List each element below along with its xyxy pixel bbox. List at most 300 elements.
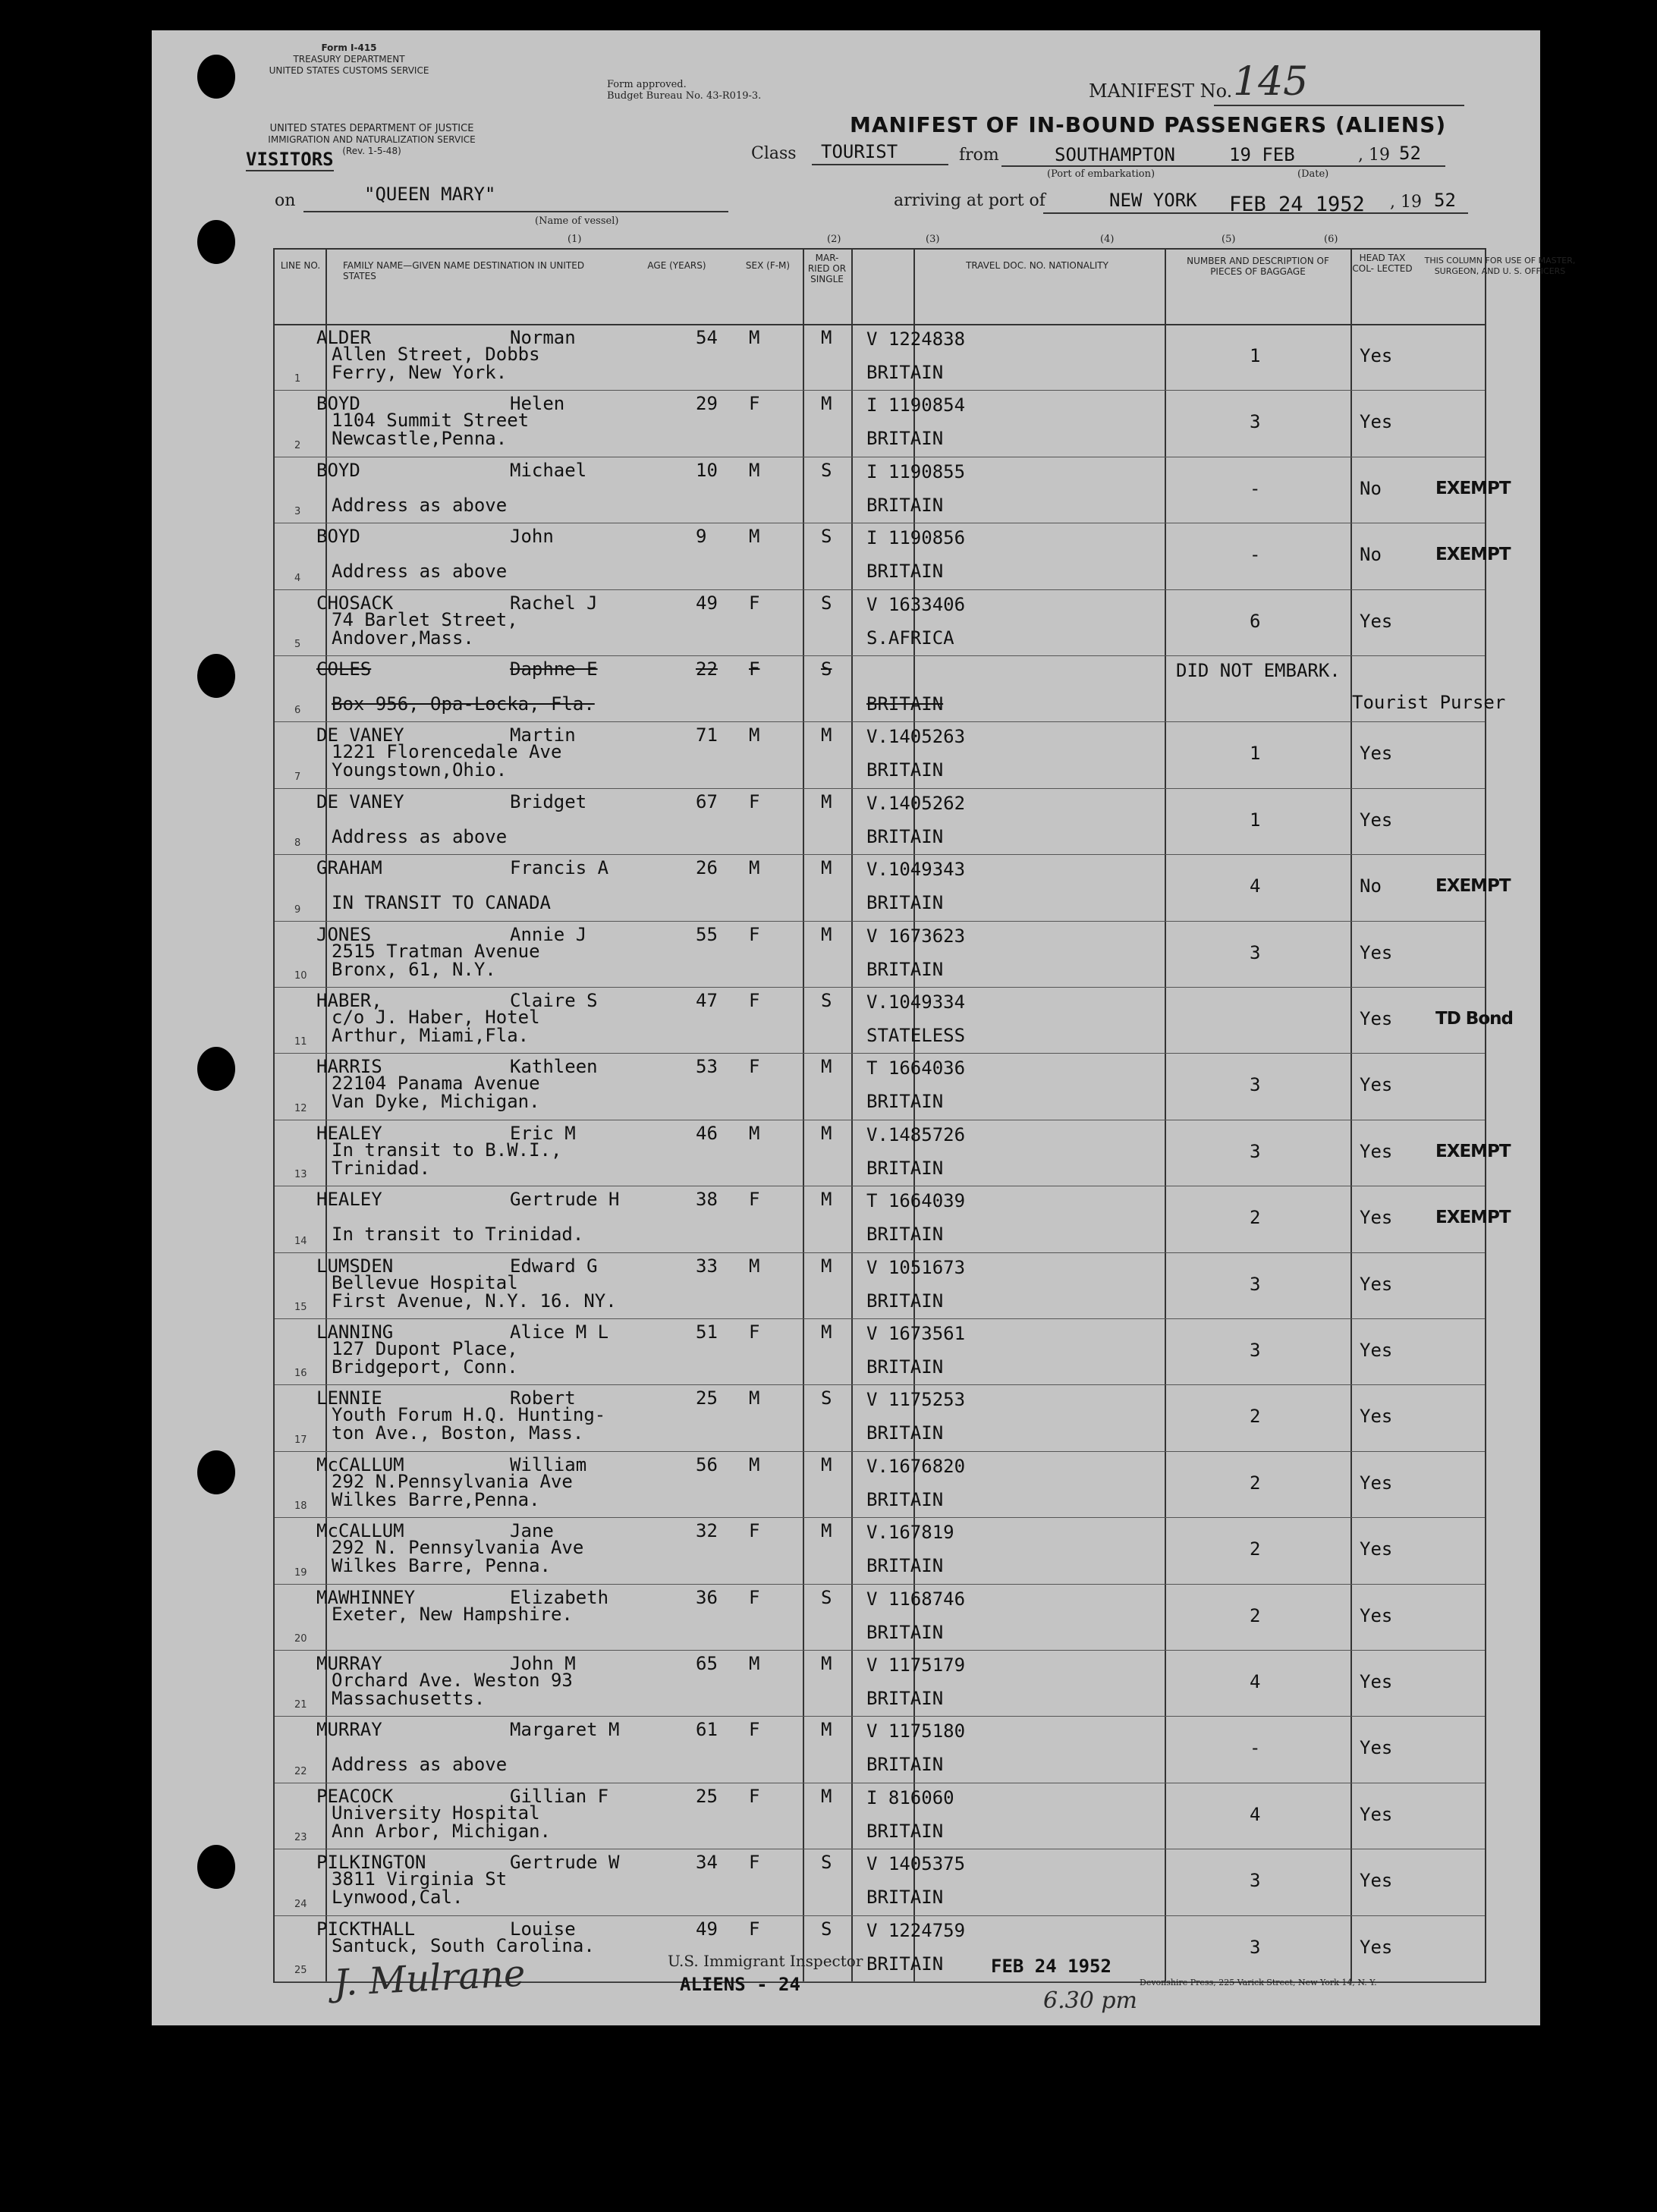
baggage-count: 3 <box>1250 941 1261 963</box>
travel-doc-number: V 1051673 <box>866 1256 966 1278</box>
head-tax: Yes <box>1360 1803 1393 1825</box>
passenger-nationality: BRITAIN <box>866 1887 944 1909</box>
passenger-address-line-1: 292 N. Pennsylvania Ave <box>332 1537 584 1559</box>
passenger-nationality: BRITAIN <box>866 1555 944 1577</box>
baggage-count: 3 <box>1250 1870 1261 1892</box>
row-line-number: 18 <box>294 1500 307 1513</box>
col-header-married: MAR- RIED OR SINGLE <box>807 253 847 284</box>
passenger-family-name: BOYD <box>316 459 360 481</box>
passenger-age: 36 <box>696 1586 718 1608</box>
row-line-number: 8 <box>294 837 301 850</box>
row-line-number: 23 <box>294 1832 307 1844</box>
passenger-family-name: HARRIS <box>316 1056 382 1078</box>
passenger-sex: M <box>749 327 760 348</box>
passenger-family-name: COLES <box>316 658 372 680</box>
arrival-year: 52 <box>1434 190 1456 211</box>
passenger-address-line-1: Allen Street, Dobbs <box>332 344 540 365</box>
baggage-count: 2 <box>1250 1604 1261 1626</box>
passenger-sex: M <box>749 1653 760 1674</box>
table-row <box>275 788 1485 855</box>
head-tax: Yes <box>1360 809 1393 831</box>
passenger-address-line-1: 2515 Tratman Avenue <box>332 940 540 962</box>
table-row <box>275 1584 1485 1651</box>
passenger-age: 29 <box>696 393 718 415</box>
row-line-number: 11 <box>294 1036 307 1048</box>
passenger-nationality: BRITAIN <box>866 1091 944 1113</box>
passenger-nationality: STATELESS <box>866 1025 966 1046</box>
col-num-3: (3) <box>926 234 940 245</box>
passenger-address-line-1: Youth Forum H.Q. Hunting- <box>332 1404 606 1426</box>
passenger-family-name: ALDER <box>316 327 372 348</box>
passenger-marital-status: M <box>821 857 832 879</box>
col-header-sex: SEX (F-M) <box>745 260 791 271</box>
table-row <box>275 1849 1485 1915</box>
manifest-number: 145 <box>1233 59 1309 105</box>
passenger-family-name: LANNING <box>316 1321 394 1343</box>
class-value: TOURIST <box>821 141 898 162</box>
remark-purser: Tourist Purser <box>1352 692 1506 713</box>
passenger-given-name: Gillian F <box>510 1785 609 1807</box>
passenger-address-line-2: Wilkes Barre, Penna. <box>332 1555 551 1577</box>
passenger-sex: F <box>749 658 760 680</box>
passenger-address-line-1: Orchard Ave. Weston 93 <box>332 1670 573 1691</box>
head-tax: Yes <box>1360 743 1393 765</box>
passenger-family-name: DE VANEY <box>316 790 404 812</box>
passenger-marital-status: M <box>821 790 832 812</box>
passenger-given-name: Louise <box>510 1918 576 1940</box>
baggage-count: 2 <box>1250 1472 1261 1494</box>
passenger-sex: F <box>749 1321 760 1343</box>
passenger-given-name: Gertrude W <box>510 1852 620 1874</box>
passenger-marital-status: M <box>821 1785 832 1807</box>
col-num-2: (2) <box>827 234 841 245</box>
passenger-address-line-2: Bronx, 61, N.Y. <box>332 958 496 980</box>
embark-year: 52 <box>1399 143 1421 164</box>
justice-dept: UNITED STATES DEPARTMENT OF JUSTICE <box>269 123 474 134</box>
officer-note: EXEMPT <box>1435 545 1511 565</box>
passenger-address-line-1: 1104 Summit Street <box>332 410 530 432</box>
passenger-sex: F <box>749 990 760 1011</box>
head-tax: No <box>1360 875 1382 897</box>
inspector-label: U.S. Immigrant Inspector <box>668 1952 863 1970</box>
passenger-address-line-2: Ferry, New York. <box>332 362 508 383</box>
passenger-nationality: BRITAIN <box>866 1621 944 1643</box>
passenger-family-name: PICKTHALL <box>316 1918 416 1940</box>
table-row <box>275 655 1506 722</box>
passenger-address-line-2: Massachusetts. <box>332 1688 486 1709</box>
passenger-family-name: HABER, <box>316 990 382 1011</box>
passenger-address-line-1: In transit to B.W.I., <box>332 1139 562 1161</box>
manifest-label: MANIFEST No. <box>1089 80 1233 102</box>
row-line-number: 3 <box>294 506 301 518</box>
ins-service: IMMIGRATION AND NATURALIZATION SERVICE <box>268 134 476 145</box>
passenger-given-name: Elizabeth <box>510 1586 609 1608</box>
passenger-marital-status: M <box>821 1189 832 1211</box>
passenger-age: 51 <box>696 1321 718 1343</box>
embark-date: 19 FEB <box>1229 144 1295 165</box>
officer-note: TD Bond <box>1435 1009 1513 1029</box>
passenger-marital-status: M <box>821 1453 832 1475</box>
head-tax: Yes <box>1360 1936 1393 1958</box>
officer-note: EXEMPT <box>1435 1141 1511 1161</box>
passenger-age: 49 <box>696 592 718 614</box>
embark-caption: (Port of embarkation) <box>1047 168 1155 180</box>
remark-did-not-embark: DID NOT EMBARK. <box>1176 660 1341 681</box>
manifest-title: MANIFEST OF IN-BOUND PASSENGERS (ALIENS) <box>850 112 1447 137</box>
travel-doc-number: V.1485726 <box>866 1123 966 1145</box>
passenger-age: 46 <box>696 1122 718 1144</box>
head-tax: Yes <box>1360 941 1393 963</box>
passenger-marital-status: M <box>821 724 832 746</box>
passenger-sex: F <box>749 1852 760 1874</box>
col-num-6: (6) <box>1324 234 1338 245</box>
binder-hole <box>197 55 235 99</box>
travel-doc-number: V 1168746 <box>866 1588 966 1610</box>
row-line-number: 17 <box>294 1434 307 1446</box>
row-line-number: 6 <box>294 705 301 717</box>
passenger-family-name: LUMSDEN <box>316 1255 394 1277</box>
form-approved: Form approved. <box>607 79 687 90</box>
passenger-given-name: Claire S <box>510 990 598 1011</box>
travel-doc-number: V.1676820 <box>866 1455 966 1477</box>
footer-time-note: 6.30 pm <box>1043 1987 1137 2014</box>
passenger-age: 49 <box>696 1918 718 1940</box>
table-row <box>275 1451 1485 1518</box>
passenger-given-name: Robert <box>510 1387 576 1409</box>
passenger-age: 67 <box>696 790 718 812</box>
passenger-given-name: Bridget <box>510 790 587 812</box>
class-label: Class <box>751 144 797 163</box>
table-row <box>275 854 1511 921</box>
baggage-count: - <box>1250 1737 1261 1759</box>
arrival-underline <box>1043 212 1468 214</box>
head-tax: No <box>1360 477 1382 499</box>
travel-doc-number: V.1405262 <box>866 792 966 814</box>
row-line-number: 10 <box>294 969 307 982</box>
passenger-address-line-2: Arthur, Miami,Fla. <box>332 1025 530 1046</box>
head-tax: No <box>1360 544 1382 566</box>
head-tax: Yes <box>1360 1870 1393 1892</box>
baggage-count: 4 <box>1250 875 1261 897</box>
budget-bureau: Budget Bureau No. 43-R019-3. <box>607 90 762 102</box>
passenger-sex: F <box>749 790 760 812</box>
passenger-nationality: BRITAIN <box>866 1488 944 1510</box>
manifest-page <box>152 30 1576 2025</box>
passenger-sex: F <box>749 1918 760 1940</box>
baggage-count: 6 <box>1250 610 1261 632</box>
passenger-nationality: BRITAIN <box>866 362 944 383</box>
passenger-address-line-1: 1221 Florencedale Ave <box>332 741 562 763</box>
head-tax: Yes <box>1360 1406 1393 1428</box>
passenger-sex: M <box>749 526 760 548</box>
table-row <box>275 523 1511 589</box>
baggage-count: 4 <box>1250 1671 1261 1692</box>
row-line-number: 16 <box>294 1368 307 1380</box>
travel-doc-number: V 1673561 <box>866 1323 966 1344</box>
passenger-given-name: Norman <box>510 327 576 348</box>
passenger-given-name: Jane <box>510 1520 554 1542</box>
passenger-nationality: BRITAIN <box>866 494 944 516</box>
passenger-address-line-2: Andover,Mass. <box>332 627 474 649</box>
passenger-marital-status: M <box>821 1719 832 1741</box>
passenger-marital-status: S <box>821 526 832 548</box>
passenger-given-name: John M <box>510 1653 576 1674</box>
passenger-age: 22 <box>696 658 718 680</box>
passenger-marital-status: S <box>821 592 832 614</box>
baggage-count: 1 <box>1250 345 1261 366</box>
row-line-number: 20 <box>294 1632 307 1645</box>
row-line-number: 21 <box>294 1699 307 1711</box>
form-id-block <box>258 42 440 77</box>
table-row <box>275 1384 1485 1451</box>
table-row <box>275 987 1513 1054</box>
revision: (Rev. 1-5-48) <box>342 146 401 156</box>
passenger-address-line-2: Address as above <box>332 825 508 847</box>
passenger-marital-status: M <box>821 327 832 348</box>
passenger-nationality: BRITAIN <box>866 958 944 980</box>
col-num-5: (5) <box>1222 234 1236 245</box>
col-header-age: AGE (YEARS) <box>647 260 706 271</box>
passenger-address-line-2: Newcastle,Penna. <box>332 428 508 450</box>
officer-note: EXEMPT <box>1435 478 1511 498</box>
passenger-address-line-2: First Avenue, N.Y. 16. NY. <box>332 1290 617 1312</box>
passenger-given-name: John <box>510 526 554 548</box>
passenger-nationality: BRITAIN <box>866 759 944 781</box>
passenger-marital-status: S <box>821 459 832 481</box>
passenger-given-name: Edward G <box>510 1255 598 1277</box>
passenger-marital-status: M <box>821 393 832 415</box>
passenger-marital-status: M <box>821 923 832 945</box>
row-line-number: 19 <box>294 1566 307 1579</box>
table-row <box>275 1716 1485 1783</box>
passenger-given-name: Martin <box>510 724 576 746</box>
passenger-sex: M <box>749 459 760 481</box>
table-row <box>275 1252 1485 1319</box>
passenger-address-line-2: Address as above <box>332 1754 508 1776</box>
passenger-sex: F <box>749 1520 760 1542</box>
passenger-family-name: MAWHINNEY <box>316 1586 416 1608</box>
baggage-count: 3 <box>1250 1074 1261 1096</box>
head-tax: Yes <box>1360 1074 1393 1096</box>
travel-doc-number: V 1175253 <box>866 1389 966 1411</box>
passenger-address-line-1: 3811 Virginia St <box>332 1868 508 1890</box>
travel-doc-number: V 1633406 <box>866 593 966 615</box>
table-row <box>275 921 1485 988</box>
passenger-nationality: BRITAIN <box>866 892 944 914</box>
head-tax: Yes <box>1360 1273 1393 1295</box>
passenger-family-name: DE VANEY <box>316 724 404 746</box>
passenger-address-line-2: Address as above <box>332 561 508 583</box>
passenger-family-name: MURRAY <box>316 1719 382 1741</box>
from-label: from <box>959 146 999 165</box>
table-row <box>275 1783 1485 1849</box>
passenger-age: 10 <box>696 459 718 481</box>
inspector-signature: J. Mulrane <box>332 1952 527 2005</box>
passenger-nationality: BRITAIN <box>866 1356 944 1378</box>
row-line-number: 4 <box>294 572 301 584</box>
passenger-address-line-1: 22104 Panama Avenue <box>332 1073 540 1095</box>
passenger-address-line-2: Van Dyke, Michigan. <box>332 1091 540 1113</box>
passenger-marital-status: M <box>821 1321 832 1343</box>
passenger-nationality: BRITAIN <box>866 1290 944 1312</box>
passenger-marital-status: M <box>821 1056 832 1078</box>
passenger-nationality: BRITAIN <box>866 428 944 450</box>
row-line-number: 14 <box>294 1235 307 1247</box>
passenger-age: 25 <box>696 1785 718 1807</box>
passenger-sex: F <box>749 1719 760 1741</box>
passenger-address-line-1: 127 Dupont Place, <box>332 1338 518 1359</box>
passenger-given-name: Francis A <box>510 857 609 879</box>
passenger-given-name: William <box>510 1453 587 1475</box>
date-caption: (Date) <box>1297 168 1329 180</box>
travel-doc-number: V.1049343 <box>866 859 966 881</box>
passenger-age: 34 <box>696 1852 718 1874</box>
embark-year-prefix: , 19 <box>1358 146 1390 165</box>
passenger-address-line-2: Trinidad. <box>332 1157 431 1179</box>
passenger-sex: F <box>749 592 760 614</box>
passenger-marital-status: S <box>821 1586 832 1608</box>
passenger-age: 65 <box>696 1653 718 1674</box>
baggage-count: - <box>1250 544 1261 566</box>
passenger-given-name: Annie J <box>510 923 587 945</box>
baggage-count: 3 <box>1250 1140 1261 1162</box>
treasury-dept: TREASURY DEPARTMENT <box>293 54 405 64</box>
baggage-count: 2 <box>1250 1406 1261 1428</box>
passenger-address-line-1: University Hospital <box>332 1802 540 1824</box>
approval-block <box>607 79 761 102</box>
table-row <box>275 721 1485 788</box>
passenger-sex: F <box>749 1056 760 1078</box>
passenger-address-line-2: Ann Arbor, Michigan. <box>332 1820 551 1842</box>
arrival-port: NEW YORK <box>1109 190 1197 211</box>
passenger-age: 9 <box>696 526 707 548</box>
passenger-sex: F <box>749 923 760 945</box>
table-row <box>275 1120 1511 1186</box>
travel-doc-number: I 1190855 <box>866 460 966 482</box>
passenger-sex: F <box>749 1586 760 1608</box>
passenger-family-name: McCALLUM <box>316 1453 404 1475</box>
baggage-count: 2 <box>1250 1207 1261 1229</box>
passenger-nationality: S.AFRICA <box>866 627 954 649</box>
head-tax: Yes <box>1360 1737 1393 1759</box>
col-header-name: FAMILY NAME—GIVEN NAME DESTINATION IN UNITED STATES <box>343 260 585 281</box>
passenger-marital-status: S <box>821 990 832 1011</box>
row-line-number: 12 <box>294 1102 307 1114</box>
passenger-sex: M <box>749 1122 760 1144</box>
baggage-count: 3 <box>1250 1273 1261 1295</box>
travel-doc-number: V 1673623 <box>866 925 966 947</box>
travel-doc-number: V 1224838 <box>866 328 966 350</box>
passenger-address-line-2: Youngstown,Ohio. <box>332 759 508 781</box>
row-line-number: 25 <box>294 1964 307 1976</box>
vessel-underline <box>303 211 728 212</box>
passenger-given-name: Rachel J <box>510 592 598 614</box>
passenger-family-name: BOYD <box>316 526 360 548</box>
travel-doc-number: T 1664036 <box>866 1057 966 1079</box>
embark-underline <box>1001 165 1240 167</box>
passenger-family-name: HEALEY <box>316 1189 382 1211</box>
passenger-address-line-1: 292 N.Pennsylvania Ave <box>332 1470 573 1492</box>
arriving-label: arriving at port of <box>894 191 1045 210</box>
visitors-label: VISITORS <box>246 149 334 170</box>
passenger-nationality: BRITAIN <box>866 693 944 715</box>
passenger-address-line-1: c/o J. Haber, Hotel <box>332 1007 540 1028</box>
passenger-family-name: PILKINGTON <box>316 1852 426 1874</box>
passenger-marital-status: S <box>821 1387 832 1409</box>
head-tax: Yes <box>1360 1472 1393 1494</box>
table-row <box>275 1053 1485 1120</box>
passenger-age: 47 <box>696 990 718 1011</box>
vessel-caption: (Name of vessel) <box>535 215 619 227</box>
passenger-age: 71 <box>696 724 718 746</box>
head-tax: Yes <box>1360 1340 1393 1361</box>
binder-hole <box>197 220 235 264</box>
travel-doc-number: I 1190854 <box>866 394 966 416</box>
head-tax: Yes <box>1360 610 1393 632</box>
baggage-count: 3 <box>1250 1340 1261 1361</box>
row-line-number: 13 <box>294 1169 307 1181</box>
head-tax: Yes <box>1360 1604 1393 1626</box>
passenger-nationality: BRITAIN <box>866 1688 944 1709</box>
passenger-age: 26 <box>696 857 718 879</box>
baggage-count: 3 <box>1250 1936 1261 1958</box>
table-row <box>275 1186 1511 1252</box>
passenger-family-name: PEACOCK <box>316 1785 394 1807</box>
passenger-marital-status: S <box>821 658 832 680</box>
travel-doc-number: V.1049334 <box>866 991 966 1013</box>
passenger-marital-status: M <box>821 1520 832 1542</box>
head-tax: Yes <box>1360 1671 1393 1692</box>
travel-doc-number: I 816060 <box>866 1786 954 1808</box>
passenger-family-name: BOYD <box>316 393 360 415</box>
class-underline <box>812 164 948 165</box>
passenger-given-name: Helen <box>510 393 565 415</box>
passenger-age: 61 <box>696 1719 718 1741</box>
passenger-sex: M <box>749 1453 760 1475</box>
table-row <box>275 1318 1485 1385</box>
passenger-marital-status: S <box>821 1918 832 1940</box>
passenger-family-name: JONES <box>316 923 372 945</box>
passenger-address-line-2: Lynwood,Cal. <box>332 1887 464 1909</box>
row-line-number: 5 <box>294 638 301 650</box>
passenger-nationality: BRITAIN <box>866 1754 944 1776</box>
passenger-marital-status: M <box>821 1653 832 1674</box>
passenger-address-line-1: Bellevue Hospital <box>332 1271 518 1293</box>
passenger-family-name: McCALLUM <box>316 1520 404 1542</box>
vessel-name: "QUEEN MARY" <box>364 184 496 205</box>
customs-service: UNITED STATES CUSTOMS SERVICE <box>269 65 429 76</box>
passenger-address-line-2: Box 956, Opa-Locka, Fla. <box>332 693 595 715</box>
passenger-given-name: Alice M L <box>510 1321 609 1343</box>
travel-doc-number: V.167819 <box>866 1522 954 1544</box>
passenger-sex: M <box>749 1255 760 1277</box>
head-tax: Yes <box>1360 1140 1393 1162</box>
table-row <box>275 1650 1485 1717</box>
row-line-number: 9 <box>294 903 301 916</box>
on-label: on <box>275 191 296 210</box>
passenger-nationality: BRITAIN <box>866 1224 944 1246</box>
passenger-family-name: LENNIE <box>316 1387 382 1409</box>
passenger-nationality: BRITAIN <box>866 561 944 583</box>
arrival-date-stamp: FEB 24 1952 <box>1229 193 1365 216</box>
col-header-line: LINE NO. <box>280 260 321 271</box>
passenger-nationality: BRITAIN <box>866 1422 944 1444</box>
passenger-marital-status: M <box>821 1255 832 1277</box>
passenger-marital-status: M <box>821 1122 832 1144</box>
passenger-given-name: Kathleen <box>510 1056 598 1078</box>
table-row <box>275 589 1485 656</box>
binder-hole <box>197 1845 235 1889</box>
